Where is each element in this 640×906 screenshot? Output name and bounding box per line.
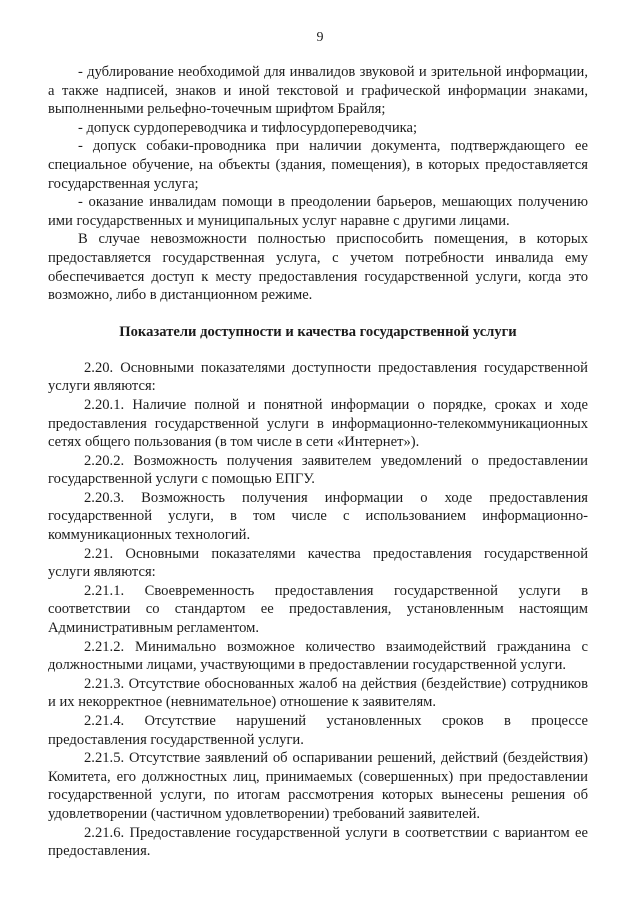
paragraph-2-21: 2.21. Основными показателями качества предоставления государственной услуги являются: — [48, 545, 588, 581]
paragraph-assistance: - оказание инвалидам помощи в преодолении барьеров, мешающих получению ими государственных и муниципальных услуг наравне с другими лицами. — [48, 194, 588, 229]
paragraph-2-20-3: 2.20.3. Возможность получения информации о ходе предоставления государственной услуги, в том числе с использованием информационно-коммуникационных технологий. — [48, 489, 588, 544]
paragraph-2-21-3: 2.21.3. Отсутствие обоснованных жалоб на действия (бездействие) сотрудников и их некорректное (невнимательное) отношение к заявителям. — [48, 675, 588, 711]
paragraph-braille: - дублирование необходимой для инвалидов звуковой и зрительной информации, а также надписей, знаков и иной текстовой и графической информации знаками, выполненными рельефно-точечным шрифтом Брайля; — [48, 64, 588, 118]
paragraph-2-20-2: 2.20.2. Возможность получения заявителем уведомлений о предоставлении государственной услуги с помощью ЕПГУ. — [48, 452, 588, 488]
section-title: Показатели доступности и качества государственной услуги — [119, 323, 517, 340]
paragraph-2-20: 2.20. Основными показателями доступности предоставления государственной услуги являются: — [48, 359, 588, 395]
paragraph-2-21-2: 2.21.2. Минимально возможное количество взаимодействий гражданина с должностными лицами, участвующими в предоставлении государственной услуги. — [48, 638, 588, 674]
paragraph-2-21-1: 2.21.1. Своевременность предоставления государственной услуги в соответствии со стандартом ее предоставления, установленным настоящим Административным регламентом. — [48, 582, 588, 637]
paragraph-2-21-6: 2.21.6. Предоставление государственной услуги в соответствии с вариантом ее предоставления. — [48, 824, 588, 860]
paragraph-sign-interpreter: - допуск сурдопереводчика и тифлосурдопереводчика; — [78, 119, 418, 136]
section-block — [48, 359, 588, 861]
paragraph-guide-dog: - допуск собаки-проводника при наличии документа, подтверждающего ее специальное обучение, на объекты (здания, помещения), в которых предоставляется государственная услуга; — [48, 138, 588, 192]
page-number: 9 — [316, 30, 324, 45]
paragraph-2-20-1: 2.20.1. Наличие полной и понятной информации о порядке, сроках и ходе предоставления государственной услуги в информационно-телекоммуникационных сетях общего пользования (в том числе в сети «Интернет»). — [48, 396, 588, 451]
paragraph-2-21-4: 2.21.4. Отсутствие нарушений установленных сроков в процессе предоставления государственной услуги. — [48, 713, 588, 748]
intro-block — [48, 63, 588, 305]
paragraph-remote-access: В случае невозможности полностью приспособить помещения, в которых предоставляется государственная услуга, с учетом потребности инвалида ему обеспечивается доступ к месту предоставления государственной услуги, когда это возможно, либо в дистанционном режиме. — [48, 231, 588, 304]
paragraph-2-21-5: 2.21.5. Отсутствие заявлений об оспаривании решений, действий (бездействия) Комитета, его должностных лиц, принимаемых (совершенных) при предоставлении государственной услуги, по итогам рассмотрения которых вынесены решения об удовлетворении (частичном удовлетворении) требований заявителей. — [48, 750, 588, 822]
